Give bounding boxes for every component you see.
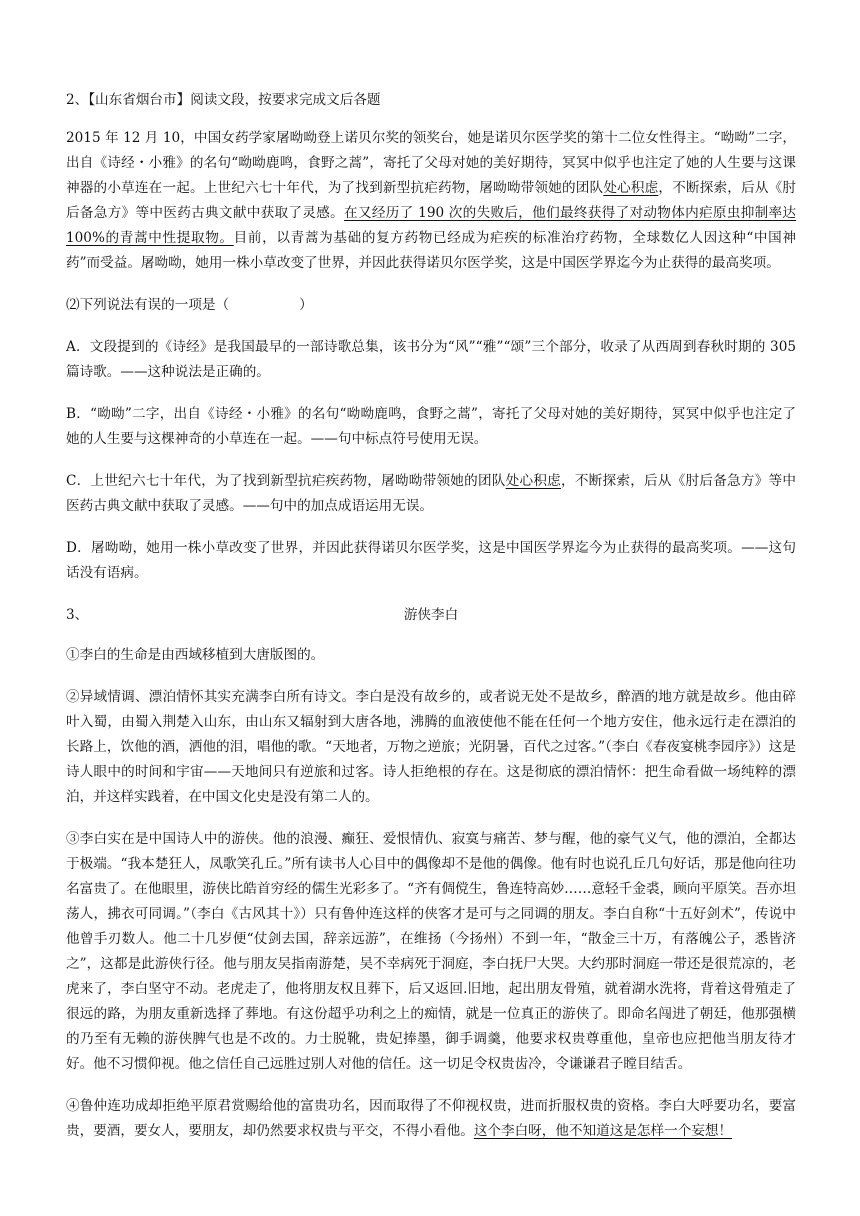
option-b: B．“呦呦”二字，出自《诗经・小雅》的名句“呦呦鹿鸣，食野之蒿”，寄托了父母对她的美好期待，冥冥中似乎也注定了她的人生要与这棵神奇的小草连在一起。——句中标点符号使用无误。 (66, 406, 796, 447)
underlined-sentence: 在又经历了 190 次的失败后，他们最终获得了对动物体内疟原虫抑制率达 100%的青蒿中性提取物。 (66, 205, 797, 246)
passage-paragraph (66, 126, 796, 276)
article-paragraph-4-text: ④鲁仲连功成却拒绝平原君赏赐给他的富贵功名，因而取得了不仰视权贵，进而折服权贵的资格。李白大呼要功名，要富贵，要酒，要女人，要朋友，却仍然要求权贵与平交，不得小看他。 (66, 1098, 796, 1139)
article-paragraph-4 (66, 1094, 796, 1144)
underlined-idiom: 处心积虑 (603, 180, 659, 196)
question-number: 2、 (66, 92, 89, 108)
sub-question-close: ） (299, 297, 313, 313)
option-c-underlined-idiom: 处心积虑 (505, 473, 561, 489)
article-paragraph-3: ③李白实在是中国诗人中的游侠。他的浪漫、癫狂、爱恨情仇、寂寞与痛苦、梦与醒，他的豪气义气，他的漂泊，全都达于极端。“我本楚狂人，凤歌笑孔丘。”所有读书人心目中的偶像却不是他的偶像。他有时也说孔丘几句好话，那是他向往功名富贵了。在他眼里，游侠比皓首穷经的儒生光彩多了。“齐有倜傥生，鲁连特高妙……意轻千金裘，顾向平原笑。吾亦坦荡人，拂衣可同调。”（李白《古风其十》）只有鲁仲连这样的侠客才是可与之同调的朋友。李白自称“十五好剑术”，传说中他曾手刃数人。他二十几岁便“仗剑去国，辞亲远游”，在维扬（今扬州）不到一年，“散金三十万，有落魄公子，悉皆济之”，这都是此游侠行径。他与朋友吴指南游楚，吴不幸病死于洞庭，李白抚尸大哭。大约那时洞庭一带还是很荒凉的，老虎来了，李白坚守不动。老虎走了，他将朋友权且葬下，后又返回.旧地，起出朋友骨殖，就着湖水洗将，背着这骨殖走了很远的路，为朋友重新选择了葬地。有这份超乎功利之上的痴情，就是一位真正的游侠了。即命名闯进了朝廷，他那强横的乃至有无赖的游侠脾气也是不改的。力士脱靴，贵妃捧墨，御手调羹，他要求权贵尊重他，皇帝也应把他当朋友待才好。他不习惯仰视。他之信任自己远胜过别人对他的信任。这一切足令权贵齿冷，令谦谦君子瞠目结舌。 (66, 831, 796, 1072)
passage-text-3: 目前，以青蒿为基础的复方药物已经成为疟疾的标准治疗药物，全球数亿人因这种“中国神药”而受益。屠呦呦，她用一株小草改变了世界，并因此获得诺贝尔医学奖，这是中国医学界迄今为止获得的最高奖项。 (66, 230, 796, 271)
question-number: 3、 (66, 607, 89, 623)
sub-question-label: ⑵下列说法有误的一项是（ (66, 297, 230, 313)
article-paragraph-1: ①李白的生命是由西域移植到大唐版图的。 (66, 647, 325, 663)
sub-question-2 (66, 293, 796, 318)
option-d: D．屠呦呦，她用一株小草改变了世界，并因此获得诺贝尔医学奖，这是中国医学界迄今为止获得的最高奖项。——这句话没有语病。 (66, 540, 796, 581)
option-c-text-2: ，不断探索，后从《肘后备急方》等中医药古典文献中获取了灵感。——句中的加点成语运用无误。 (66, 473, 797, 514)
article-paragraph-2: ②异域情调、漂泊情怀其实充满李白所有诗文。李白是没有故乡的，或者说无处不是故乡，醉酒的地方就是故乡。他由碎叶入蜀，由蜀入荆楚入山东，由山东又辐射到大唐各地，沸腾的血液使他不能在任何一个地方安住，他永远行走在漂泊的长路上，饮他的酒，洒他的泪，唱他的歌。“天地者，万物之逆旅；光阴暑，百代之过客。”（李白《春夜宴桃李园序》）这是诗人眼中的时间和宇宙——天地间只有逆旅和过客。诗人拒绝根的存在。这是彻底的漂泊情怀：把生命看做一场纯粹的漂泊，并这样实践着，在中国文化史是没有第二人的。 (66, 689, 796, 805)
passage-text-2: ，不断探索，后从《肘后备急方》等中医药古典文献中获取了灵感。 (66, 180, 797, 221)
question-source: 【山东省烟台市】 (88, 92, 191, 108)
article-title: 游侠李白 (403, 607, 459, 623)
option-c (66, 469, 796, 519)
passage-text-1: 2015 年 12 月 10，中国女药学家屠呦呦登上诺贝尔奖的领奖台，她是诺贝尔医学奖的第十二位女性得主。“呦呦”二字，出自《诗经・小雅》的名句“呦呦鹿鸣，食野之蒿”，寄托了父母对她的美好期待，冥冥中似乎也注定了她的人生要与这课神器的小草连在一起。上世纪六七十年代，为了找到新型抗疟药物，屠呦呦带领她的团队 (66, 130, 796, 196)
question-2-heading (66, 88, 796, 113)
document-page (66, 88, 796, 1161)
option-a: A．文段提到的《诗经》是我国最早的一部诗歌总集，该书分为“风”“雅”“颂”三个部分，收录了从西周到春秋时期的 305 篇诗歌。——这种说法是正确的。 (66, 339, 796, 380)
option-c-text-1: C．上世纪六七十年代，为了找到新型抗疟疾药物，屠呦呦带领她的团队 (66, 473, 506, 489)
question-instruction: 阅读文段，按要求完成文后各题 (190, 92, 381, 108)
question-3-heading (66, 603, 796, 628)
underlined-sentence: 这个李白呀，他不知道这是怎样一个妄想！ (473, 1123, 733, 1139)
